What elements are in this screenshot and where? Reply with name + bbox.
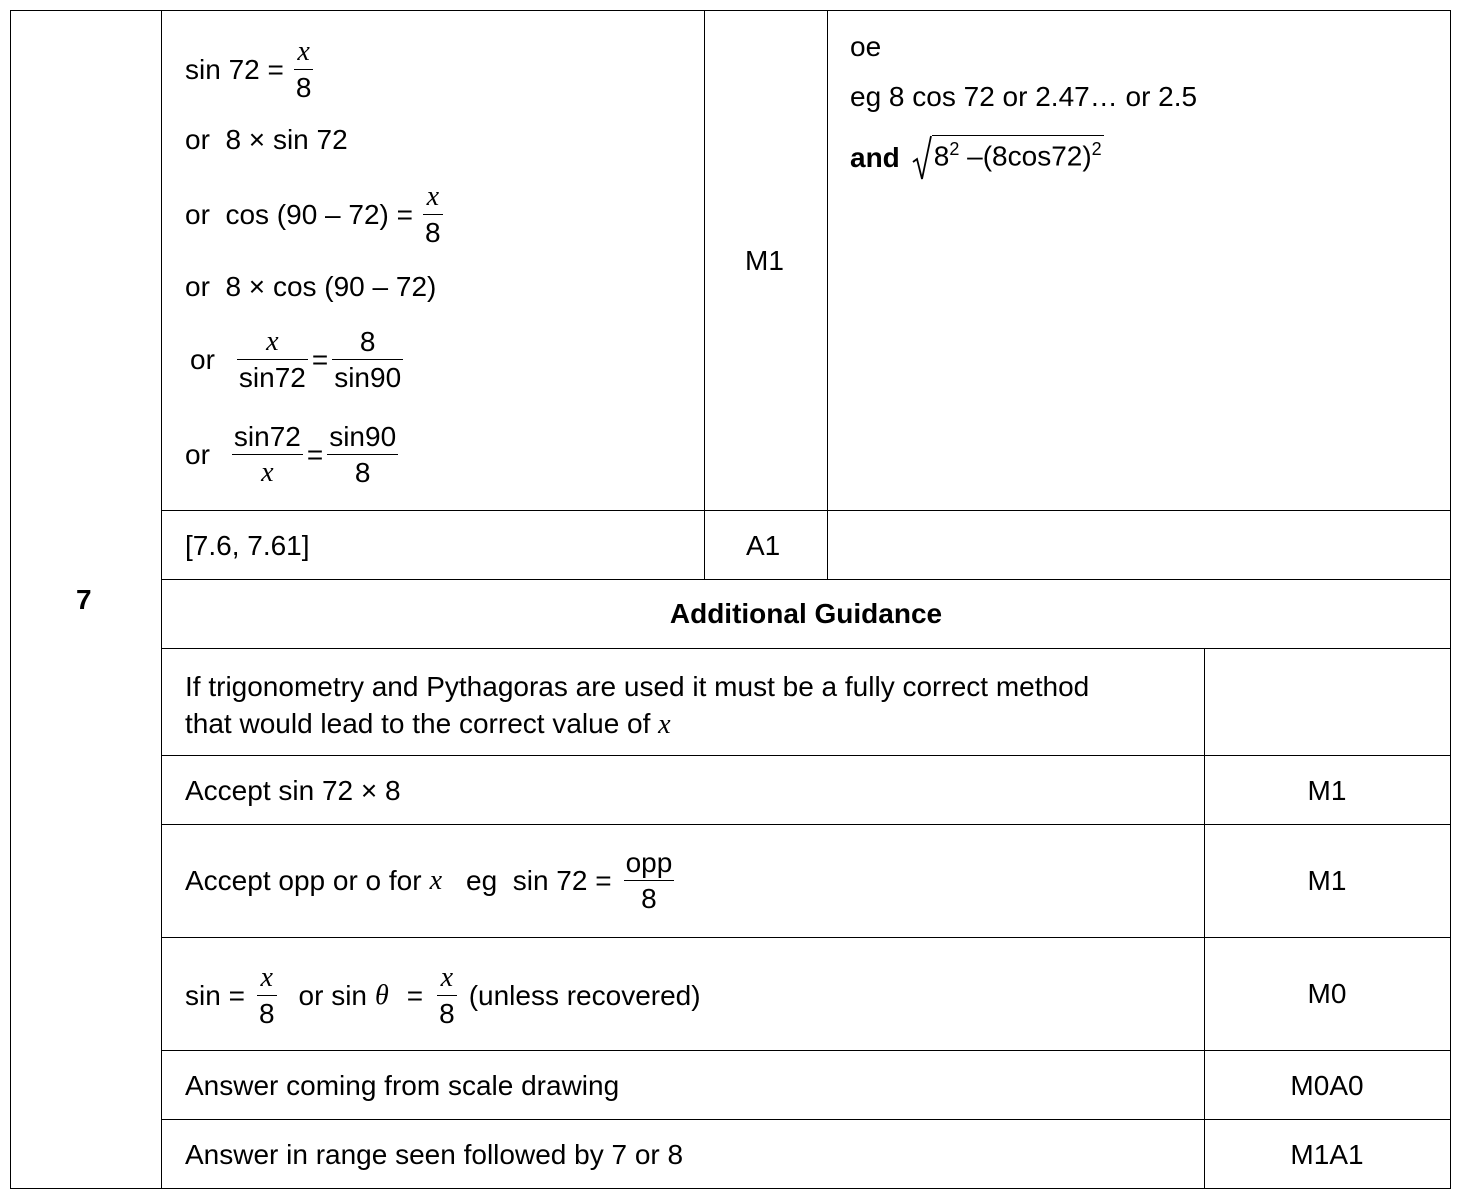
method-6-right-fraction — [327, 423, 398, 487]
guidance-4-den1: 8 — [258, 998, 275, 1029]
method-6-right-den: 8 — [354, 457, 371, 488]
border-top — [10, 10, 1451, 11]
divider-guidance-mark — [1204, 648, 1205, 1189]
method-line-6 — [185, 420, 398, 490]
sqrt-radical-icon — [912, 135, 932, 181]
method-5-equals: = — [311, 344, 329, 375]
method-line-3 — [185, 181, 443, 248]
method-3-prefix: or cos (90 – 72) = — [185, 199, 414, 230]
guidance-row-5: Answer coming from scale drawing — [185, 1070, 620, 1101]
guidance-6-mark: M1A1 — [1290, 1139, 1364, 1170]
comment-and-label: and — [850, 142, 900, 173]
guidance-4-equals: = — [406, 980, 424, 1011]
divider-method — [704, 10, 705, 580]
method-line-1 — [185, 36, 313, 103]
method-1-fraction — [294, 38, 314, 102]
guidance-3-mark: M1 — [1307, 865, 1347, 896]
divider-g5 — [161, 1119, 1451, 1120]
guidance-4-mid: or sin — [298, 980, 367, 1011]
method-5-left-fraction — [237, 328, 308, 392]
guidance-row-2: Accept sin 72 × 8 — [185, 775, 401, 806]
comment-and-line — [850, 133, 1104, 183]
method-6-equals: = — [306, 439, 324, 470]
guidance-4-fraction-1 — [257, 964, 277, 1028]
sqrt-radicand — [932, 135, 1104, 181]
border-bottom — [10, 1188, 1451, 1189]
guidance-row-6: Answer in range seen followed by 7 or 8 — [185, 1139, 684, 1170]
divider-g3 — [161, 937, 1451, 938]
sqrt-rest: –(8cos72) — [959, 140, 1092, 172]
guidance-3-den: 8 — [641, 883, 657, 914]
guidance-2-mark: M1 — [1307, 775, 1347, 806]
guidance-title: Additional Guidance — [669, 598, 943, 629]
mark-a1: A1 — [746, 530, 781, 561]
method-5-right-num: 8 — [332, 328, 403, 360]
guidance-row-4 — [185, 963, 701, 1029]
divider-g2 — [161, 824, 1451, 825]
guidance-3-mid: eg sin 72 = — [466, 865, 612, 896]
guidance-1-line2-wrap — [185, 705, 1089, 743]
method-5-right-fraction — [332, 328, 403, 392]
method-1-den: 8 — [295, 72, 312, 103]
guidance-4-suffix: (unless recovered) — [468, 980, 701, 1011]
divider-row2 — [161, 579, 1451, 580]
method-5-right-den: sin90 — [334, 362, 402, 393]
sqrt-exp-2: 2 — [1091, 139, 1102, 159]
guidance-4-prefix: sin = — [185, 980, 245, 1011]
method-1-num: x — [294, 38, 314, 70]
sqrt-base: 8 — [933, 140, 950, 172]
method-6-right-num: sin90 — [327, 423, 398, 455]
method-line-5 — [190, 325, 403, 395]
comment-eg: eg 8 cos 72 or 2.47… or 2.5 — [850, 81, 1198, 112]
method-3-den: 8 — [425, 217, 441, 248]
method-5-prefix: or — [190, 344, 215, 375]
question-number: 7 — [76, 584, 92, 615]
method-3-num: x — [423, 183, 443, 215]
method-6-left-num: sin72 — [232, 423, 303, 455]
border-left — [10, 10, 11, 1189]
sqrt-exp: 2 — [949, 139, 960, 159]
method-6-left-fraction — [232, 423, 303, 487]
method-1-prefix: sin 72 = — [185, 54, 284, 85]
divider-g4 — [161, 1050, 1451, 1051]
guidance-4-mark: M0 — [1307, 978, 1347, 1009]
guidance-1-line2: that would lead to the correct value of — [185, 708, 651, 739]
comment-oe: oe — [850, 31, 882, 62]
divider-guidance-title — [161, 648, 1451, 649]
divider-mark — [827, 10, 828, 580]
guidance-4-num2: x — [437, 964, 457, 996]
method-6-prefix: or — [185, 439, 210, 470]
guidance-1-line1: If trigonometry and Pythagoras are used it must be a fully correct method — [185, 671, 1090, 702]
method-6-left-den: x — [261, 457, 274, 488]
guidance-3-num: opp — [624, 849, 675, 881]
guidance-1-var: x — [658, 709, 671, 740]
method-5-left-den: sin72 — [238, 362, 306, 393]
guidance-4-num1: x — [257, 964, 277, 996]
guidance-5-mark: M0A0 — [1290, 1070, 1364, 1101]
sqrt-expression — [912, 135, 1104, 181]
method-5-left-num: x — [237, 328, 308, 360]
method-line-4: or 8 × cos (90 – 72) — [185, 271, 437, 302]
method-3-fraction — [423, 183, 443, 247]
guidance-4-theta: θ — [374, 980, 389, 1011]
divider-row1 — [161, 510, 1451, 511]
divider-g1 — [161, 755, 1451, 756]
guidance-3-prefix: Accept opp or o for — [185, 865, 422, 896]
guidance-3-fraction — [624, 849, 675, 913]
answer-range: [7.6, 7.61] — [185, 530, 310, 561]
guidance-row-1 — [185, 668, 1089, 743]
method-line-2: or 8 × sin 72 — [185, 124, 348, 155]
guidance-row-3 — [185, 848, 674, 914]
guidance-3-var: x — [429, 865, 443, 896]
mark-m1: M1 — [745, 245, 784, 276]
guidance-4-den2: 8 — [439, 998, 455, 1029]
guidance-4-fraction-2 — [437, 964, 457, 1028]
